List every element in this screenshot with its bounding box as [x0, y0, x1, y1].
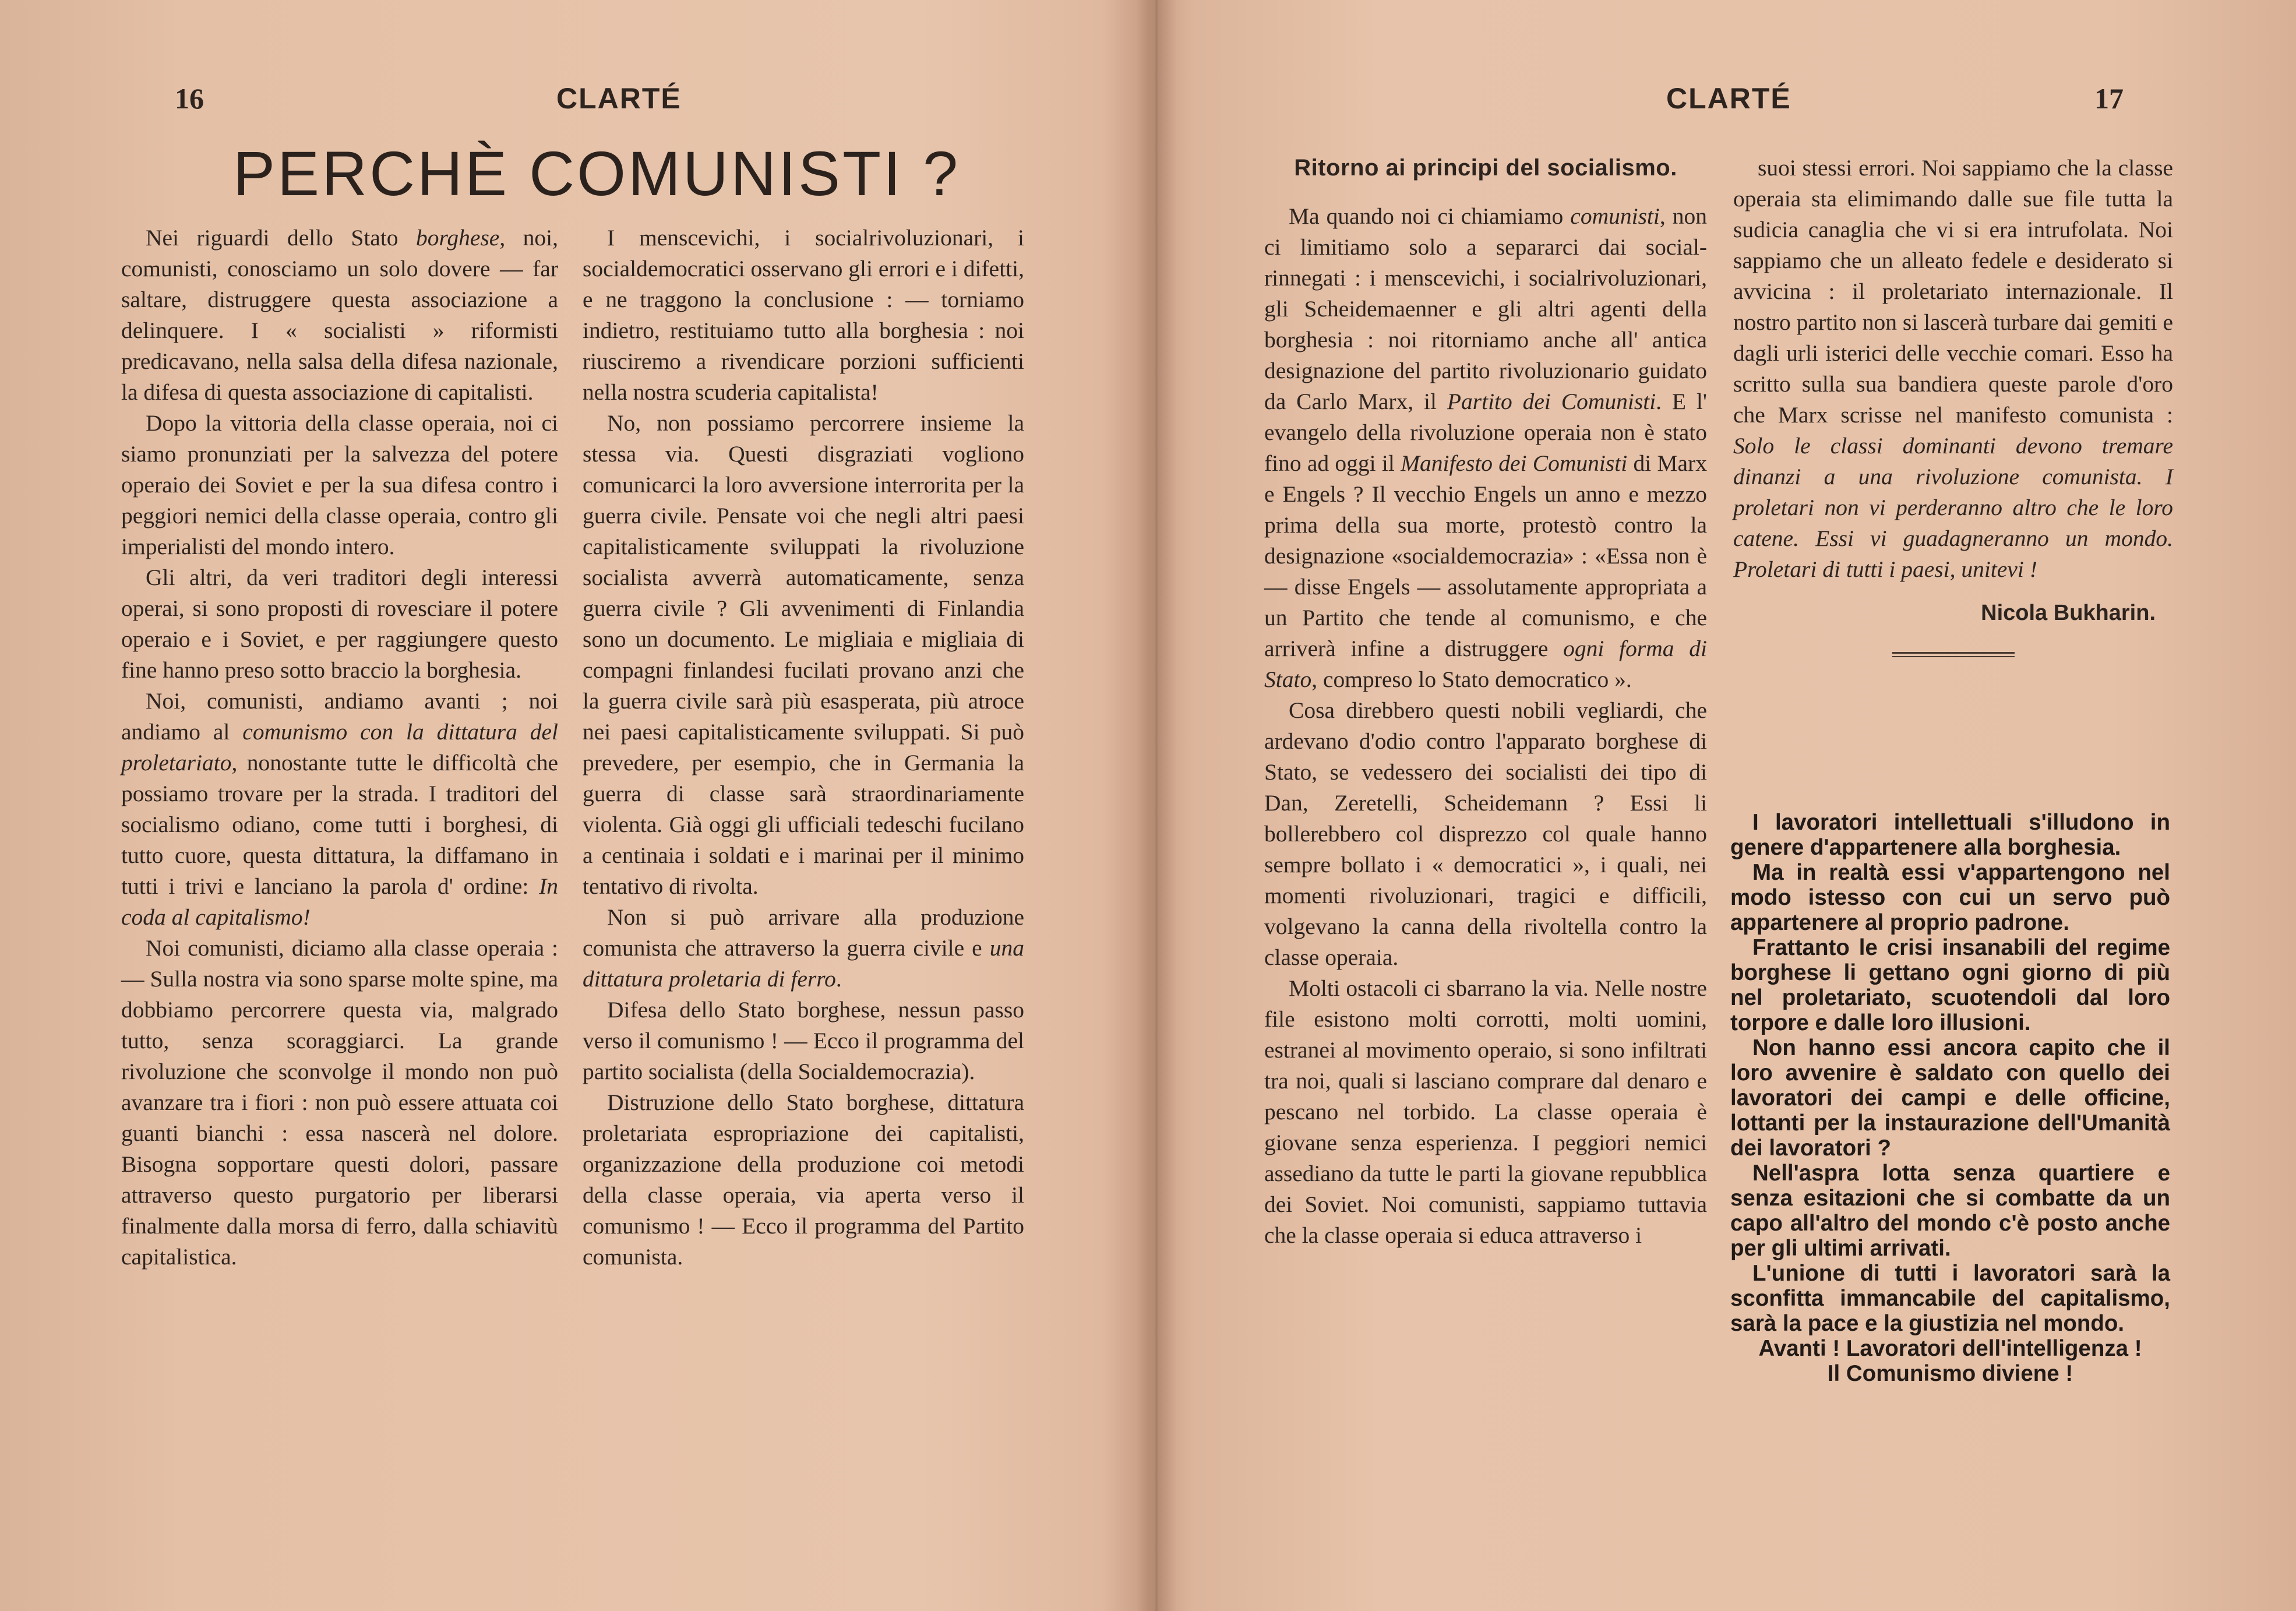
paragraph: Distruzione dello Stato borghese, dittatura proletariata espropriazione dei capitalisti, organizzazione della produzione coi metodi della classe operaia, via aperta verso il comunismo ! — Ecco il programma del Partito comunista.: [583, 1090, 1024, 1270]
section-divider: [1892, 652, 2015, 657]
running-head-right: CLARTÉ: [1666, 82, 1791, 115]
intellectual-workers-appeal: [1730, 810, 2170, 1386]
closing-line-2: Il Comunismo diviene !: [1827, 1361, 2073, 1386]
running-head-left: CLARTÉ: [556, 82, 682, 115]
paragraph: Ma quando noi ci chiamiamo comunisti, non ci limitiamo solo a separarci dai social-rinnegati : i menscevichi, i socialrivoluzionari, gli Scheidemaenner e gli altri agenti della borghesia : noi ritorniamo anche all' antica designazione del partito rivoluzionario guidato da Carlo Marx, il Partito dei Comunisti. E l' evangelo della rivoluzione operaia non è stato fino ad oggi il Manifesto dei Comunisti di Marx e Engels ? Il vecchio Engels un anno e mezzo prima della sua morte, protestò contro la designazione «socialdemocrazia» : «Essa non è — disse Engels — assolutamente appropriata a un Partito che tende al comunismo, e che arriverà infine a distruggere ogni forma di Stato, compreso lo Stato democratico ».: [1264, 203, 1708, 692]
right-column-1: [1264, 153, 1707, 1251]
paragraph: Noi, comunisti, andiamo avanti ; noi andiamo al comunismo con la dittatura del proletariato, nonostante tutte le difficoltà che possiamo trovare per la strada. I traditori del socialismo odiano, come tutti i borghesi, di tutto cuore, questa dittatura, la diffamano in tutti i trivi e lanciano la parola d' ordine: In coda al capitalismo!: [121, 688, 558, 930]
paragraph: suoi stessi errori. Noi sappiamo che la classe operaia sta elimimando dalle sue file tutta la sudicia canaglia che vi si era intrufolata. Noi sappiamo che un alleato fedele e desiderato si avvicina : il proletariato internazionale. Il nostro partito non si lascerà turbare dai gemiti e dagli urli isterici delle vecchie comari. Esso ha scritto sulla sua bandiera queste parole d'oro che Marx scrisse nel manifesto comunista : Solo le classi dominanti devono tremare dinanzi a una rivoluzione comunista. I proletari non vi perderanno altro che le loro catene. Essi vi guadagneranno un mondo. Proletari di tutti i paesi, unitevi !: [1733, 155, 2173, 582]
paragraph: Noi comunisti, diciamo alla classe operaia : — Sulla nostra via sono sparse molte spine, ma dobbiamo percorrere questa via, malgrado tutto, senza scoraggiarci. La grande rivoluzione che sconvolge il mondo non può avanzare tra i fiori : non può essere attuata coi guanti bianchi : essa nascerà nel dolore. Bisogna sopportare questi dolori, passare attraverso questo purgatorio per liberarsi finalmente dalla morsa di ferro, dalla schiavitù capitalistica.: [121, 935, 558, 1270]
paragraph: No, non possiamo percorrere insieme la stessa via. Questi disgraziati vogliono comunicarci la loro avversione interrorita per la guerra civile. Pensate voi che negli altri paesi capitalisticamente sviluppati la rivoluzione socialista avverrà automaticamente, senza guerra civile ? Gli avvenimenti di Finlandia sono un documento. Le migliaia e migliaia di compagni finlandesi fucilati provano anzi che la guerra civile sarà più esasperata, più atroce nei paesi capitalisticamente sviluppati. Si può prevedere, per esempio, che in Germania la guerra di classe sarà straordinariamente violenta. Già oggi gli ufficiali tedeschi fucilano a centinaia i soldati e i marinai per il minimo tentativo di rivolta.: [583, 410, 1024, 899]
closing-line-1: Avanti ! Lavoratori dell'intelligenza !: [1758, 1336, 2142, 1361]
appeal-paragraph: Frattanto le crisi insanabili del regime borghese li gettano ogni giorno di più nel proletariato, scuotendoli dal loro torpore e dalle loro illusioni.: [1730, 935, 2170, 1035]
article-title: PERCHÈ COMUNISTI ?: [233, 138, 961, 209]
paragraph: Non si può arrivare alla produzione comunista che attraverso la guerra civile e una dittatura proletaria di ferro.: [583, 904, 1024, 992]
appeal-paragraph: Ma in realtà essi v'appartengono nel modo istesso con cui un servo può appartenere al proprio padrone.: [1730, 860, 2170, 935]
section-subhead: Ritorno ai principi del socialismo.: [1294, 155, 1677, 181]
appeal-paragraph: L'unione di tutti i lavoratori sarà la sconfitta immancabile del capitalismo, sarà la pace e la giustizia nel mondo.: [1730, 1261, 2170, 1336]
left-column-2: [583, 223, 1024, 1272]
paragraph: Molti ostacoli ci sbarrano la via. Nelle nostre file esistono molti corrotti, molti uomini, estranei al movimento operaio, si sono infiltrati tra noi, quali si lasciano comprare dal denaro e pescano nel torbido. La classe operaia è giovane senza esperienza. I peggiori nemici assediano da tutte le parti la giovane repubblica dei Soviet. Noi comunisti, sappiamo tuttavia che la classe operaia si educa attraverso i: [1264, 975, 1707, 1248]
appeal-paragraph: Non hanno essi ancora capito che il loro avvenire è saldato con quello dei lavoratori dei campi e delle officine, lottanti per la instaurazione dell'Umanità dei lavoratori ?: [1730, 1035, 2170, 1161]
paragraph: Dopo la vittoria della classe operaia, noi ci siamo pronunziati per la salvezza del potere operaio dei Soviet e per la sua difesa contro i peggiori nemici della classe operaia, contro gli imperialisti del mondo intero.: [121, 410, 558, 559]
page-number-right: 17: [2094, 82, 2124, 115]
paragraph: I menscevichi, i socialrivoluzionari, i socialdemocratici osservano gli errori e i difetti, e ne traggono la conclusione : — torniamo indietro, restituiamo tutto alla borghesia : noi riusciremo a rivendicare porzioni sufficienti nella nostra scuderia capitalista!: [583, 225, 1024, 405]
page-number-left: 16: [175, 82, 204, 115]
appeal-paragraph: I lavoratori intellettuali s'illudono in genere d'appartenere alla borghesia.: [1730, 810, 2170, 860]
paragraph: Gli altri, da veri traditori degli interessi operai, si sono proposti di rovesciare il potere operaio e i Soviet, e per raggiungere questo fine hanno preso sotto braccio la borghesia.: [121, 565, 558, 683]
appeal-paragraph: Nell'aspra lotta senza quartiere e senza esitazioni che si combatte da un capo all'altro del mondo c'è posto anche per gli ultimi arrivati.: [1730, 1161, 2170, 1261]
paragraph: Nei riguardi dello Stato borghese, noi, comunisti, conosciamo un solo dovere — far saltare, distruggere questa associazione a delinquere. I « socialisti » riformisti predicavano, nella salsa della difesa nazionale, la difesa di questa associazione di capitalisti.: [121, 225, 559, 405]
right-column-2: [1733, 153, 2173, 681]
left-column-1: [121, 223, 558, 1272]
paragraph: Difesa dello Stato borghese, nessun passo verso il comunismo ! — Ecco il programma del partito socialista (della Socialdemocrazia).: [583, 997, 1024, 1084]
author-signature: Nicola Bukharin.: [1981, 601, 2156, 625]
paragraph: Cosa direbbero questi nobili vegliardi, che ardevano d'odio contro l'apparato borghese di Stato, se vedessero dei socialisti dei tipo di Dan, Zeretelli, Scheidemann ? Essi li bollerebbero col disprezzo col quale hanno sempre bollato i « democratici », i quali, nei momenti rivoluzionari, tragici e difficili, volgevano la canna della rivoltella contro la classe operaia.: [1264, 697, 1707, 970]
